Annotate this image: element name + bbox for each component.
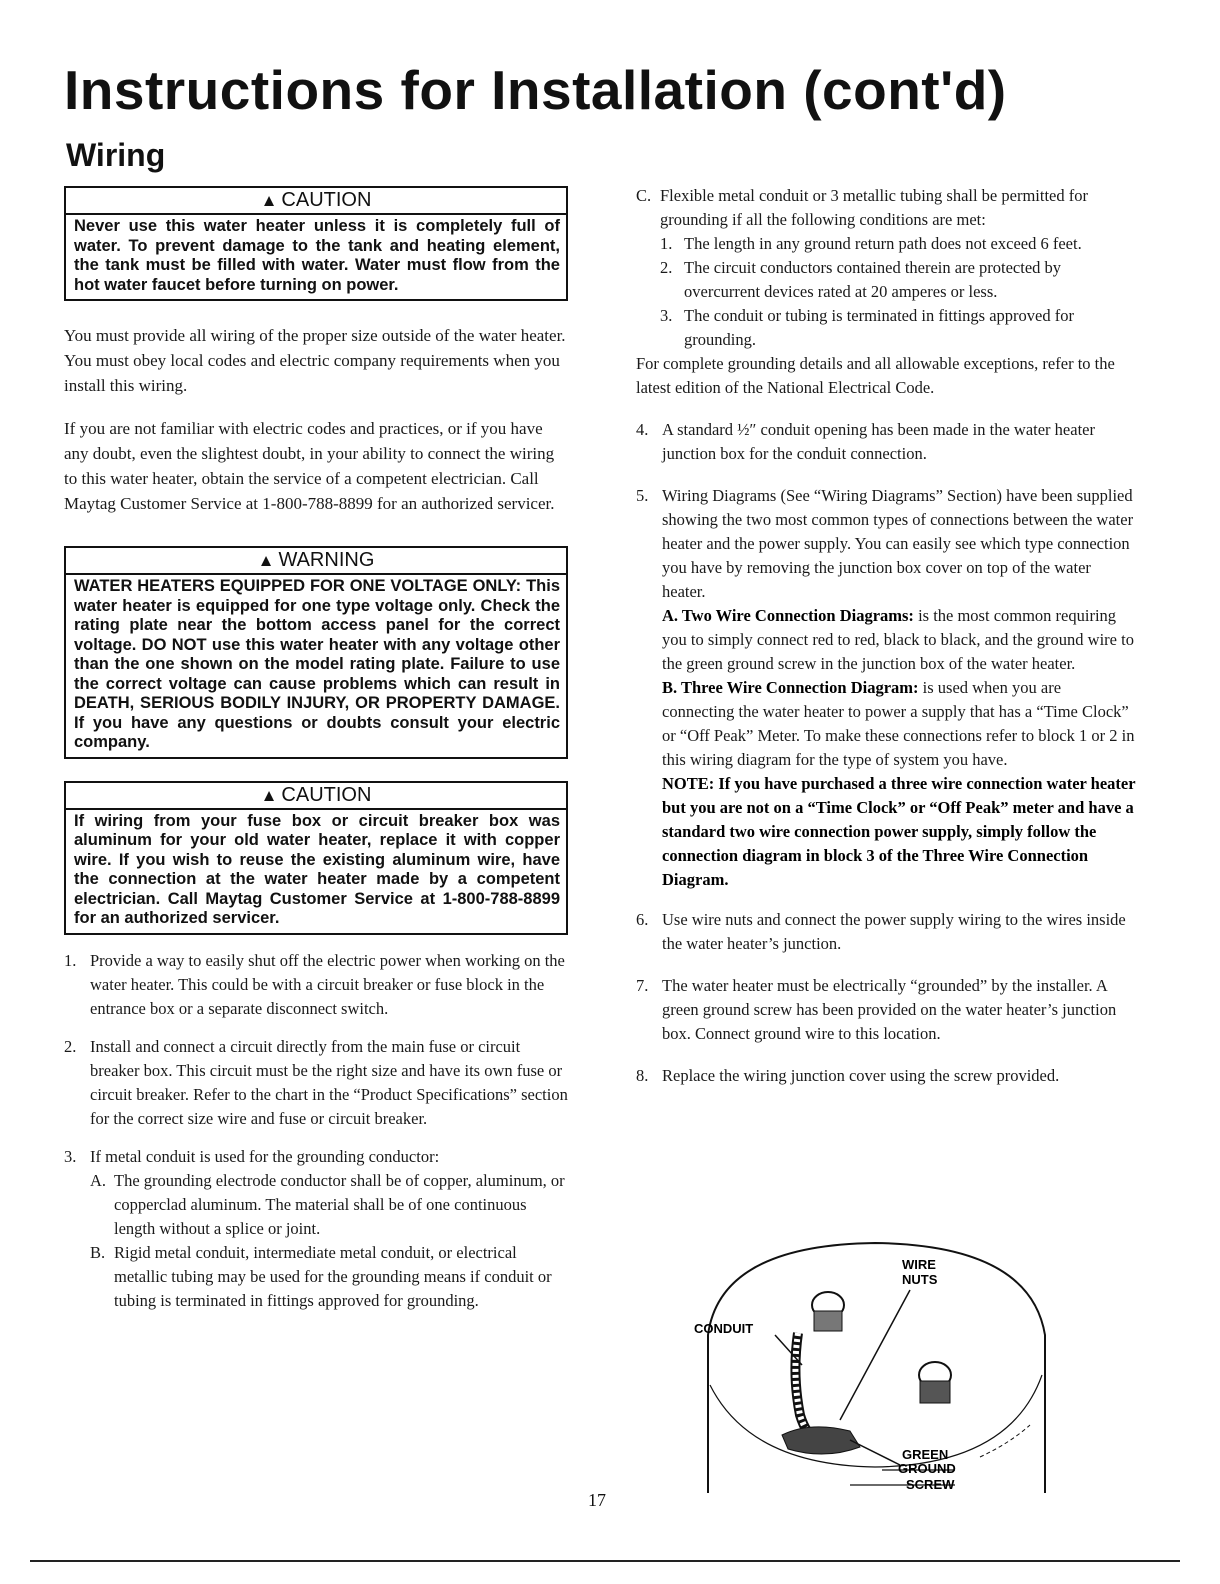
conduit-label: CONDUIT	[694, 1321, 754, 1336]
steps-list	[64, 949, 568, 1313]
step-3-c-1: 1. The length in any ground return path does not exceed 6 feet.	[660, 234, 1082, 253]
step-3: 3. If metal conduit is used for the grounding conductor: A. The grounding electrode conductor shall be of copper, aluminum, or copperclad aluminum. The material shall be of one continuous length without a splice or joint. B. Rigid metal conduit, intermediate metal conduit, or electrical metallic tubing may be used for the grounding means if conduit or tubing is terminated in fittings approved for grounding.	[64, 1145, 568, 1313]
warning-box	[64, 546, 568, 759]
page-title: Instructions for Installation (cont'd)	[64, 59, 1007, 121]
caution-box-aluminum	[64, 781, 568, 935]
ground-label: GROUND	[898, 1461, 956, 1476]
caution-header: ▲ CAUTION	[66, 783, 566, 810]
intro-paragraph: You must provide all wiring of the proper size outside of the water heater. You must obey local codes and electric company requirements when you install this wiring.	[64, 326, 566, 395]
junction-box	[782, 1427, 860, 1454]
step-8: 8. Replace the wiring junction cover using the screw provided.	[636, 1066, 1060, 1085]
tank-top-outline	[708, 1243, 1045, 1493]
caution-text: If wiring from your fuse box or circuit breaker box was aluminum for your old water heater, replace it with copper wire. If you wish to reuse the existing aluminum wire, have the connection at the water heater made by a competent electrician. Call Maytag Customer Service at 1-800-788-8899 for an authorized servicer.	[74, 811, 560, 927]
step-3-c-2: 2. The circuit conductors contained therein are protected by overcurrent devices rated at 20 amperes or less.	[660, 258, 1062, 301]
electrician-paragraph: If you are not familiar with electric codes and practices, or if you have any doubt, even the slightest doubt, in your ability to connect the wiring to this water heater, obtain the service of a competent electrician. Call Maytag Customer Service at 1-800-788-8899 for an authorized servicer.	[64, 419, 555, 513]
section-heading: Wiring	[66, 137, 166, 173]
footer-divider	[30, 1560, 1180, 1562]
two-wire-description: A. Two Wire Connection Diagrams: is the most common requiring you to simply connect red to red, black to black, and the ground wire to the green ground screw in the junction box of the water heater.	[662, 606, 1134, 673]
caution-box	[64, 186, 568, 301]
step-7: 7. The water heater must be electrically “grounded” by the installer. A green ground screw has been provided on the water heater’s junction box. Connect ground wire to this location.	[636, 976, 1117, 1043]
grounding-note: For complete grounding details and all allowable exceptions, refer to the latest edition of the National Electrical Code.	[636, 354, 1115, 397]
warning-triangle-icon: ▲	[260, 191, 278, 210]
warning-text: WATER HEATERS EQUIPPED FOR ONE VOLTAGE ONLY: This water heater is equipped for one type voltage only. Check the rating plate near the bottom access panel for the correct voltage. DO NOT use this water heater with any voltage other than the one shown on the model rating plate. Failure to use the correct voltage can cause problems which can result in DEATH, SERIOUS BODILY INJURY, OR PROPERTY DAMAGE. If you have any questions or doubts consult your electric company.	[74, 577, 560, 751]
step-3-c: C. Flexible metal conduit or 3 metallic tubing shall be permitted for grounding if all the following conditions are met: 1. The length in any ground return path does not exceed 6 feet. 2. The circuit conductors contained therein are protected by overcurrent devices rated at 20 amperes or less. 3. The conduit or tubing is terminated in fittings approved for grounding.	[636, 184, 1136, 352]
three-wire-note: NOTE: If you have purchased a three wire connection water heater but you are not on a “Time Clock” or “Off Peak” meter and have a standard two wire connection power supply, simply follow the connection diagram in block 3 of the Three Wire Connection Diagram.	[662, 774, 1136, 889]
water-heater-illustration	[690, 1235, 1060, 1500]
warning-triangle-icon: ▲	[257, 551, 275, 570]
nuts-label: NUTS	[902, 1272, 938, 1287]
step-3-b: B. Rigid metal conduit, intermediate metal conduit, or electrical metallic tubing may be used for the grounding means if conduit or tubing is terminated in fittings approved for grounding.	[90, 1242, 552, 1310]
step-2: 2. Install and connect a circuit directly from the main fuse or circuit breaker box. This circuit must be the right size and have its own fuse or circuit breaker. Refer to the chart in the “Product Specifications” section for the correct size wire and fuse or circuit breaker.	[64, 1036, 568, 1128]
warning-triangle-icon: ▲	[260, 785, 278, 805]
warning-header: ▲ WARNING	[66, 548, 566, 575]
step-3-continued	[636, 184, 1136, 400]
step-3-a: A. The grounding electrode conductor shall be of copper, aluminum, or copperclad aluminum. The material shall be of one continuous length without a splice or joint.	[90, 1170, 565, 1238]
step-5: 5. Wiring Diagrams (See “Wiring Diagrams” Section) have been supplied showing the two most common types of connections between the water heater and the power supply. You can easily see which type connection you have by removing the junction box cover on top of the water heater. A. Two Wire Connection Diagrams: is the most common requiring you to simply connect red to red, black to black, and the ground wire to the green ground screw in the junction box of the water heater. B. Three Wire Connection Diagram: is used when you are connecting the water heater to power a supply that has a “Time Clock” or “Off Peak” Meter. To make these connections refer to block 1 or 2 in this wiring diagram for the type of system you have. NOTE: If you have purchased a three wire connection water heater but you are not on a “Time Clock” or “Off Peak” meter and have a standard two wire connection power supply, simply follow the connection diagram in block 3 of the Three Wire Connection Diagram.	[636, 484, 1136, 892]
caution-text: Never use this water heater unless it is completely full of water. To prevent damage to the tank and heating element, the tank must be filled with water. Water must flow from the hot water faucet before turning on power.	[74, 217, 560, 294]
left-column	[64, 186, 568, 1313]
step-3-c-3: 3. The conduit or tubing is terminated in fittings approved for grounding.	[660, 306, 1074, 349]
step-6: 6. Use wire nuts and connect the power supply wiring to the wires inside the water heater’s junction.	[636, 910, 1126, 953]
step-1: 1. Provide a way to easily shut off the electric power when working on the water heater. This could be with a circuit breaker or fuse block in the entrance box or a separate disconnect switch.	[64, 950, 565, 1018]
screw-label: SCREW	[906, 1477, 955, 1492]
wire-label: WIRE	[902, 1257, 936, 1272]
water-heater-top-diagram	[690, 1235, 1060, 1500]
caution-header: ▲ CAUTION	[66, 188, 566, 215]
step-4: 4. A standard ½″ conduit opening has been made in the water heater junction box for the conduit connection.	[636, 420, 1095, 463]
page-number: 17	[588, 1490, 606, 1510]
green-label: GREEN	[902, 1447, 949, 1462]
right-column	[636, 184, 1136, 1102]
three-wire-description: B. Three Wire Connection Diagram: is used when you are connecting the water heater to power a supply that has a “Time Clock” or “Off Peak” Meter. To make these connections refer to block 1 or 2 in this wiring diagram for the type of system you have.	[662, 678, 1135, 769]
steps-list-continued	[636, 184, 1136, 1088]
